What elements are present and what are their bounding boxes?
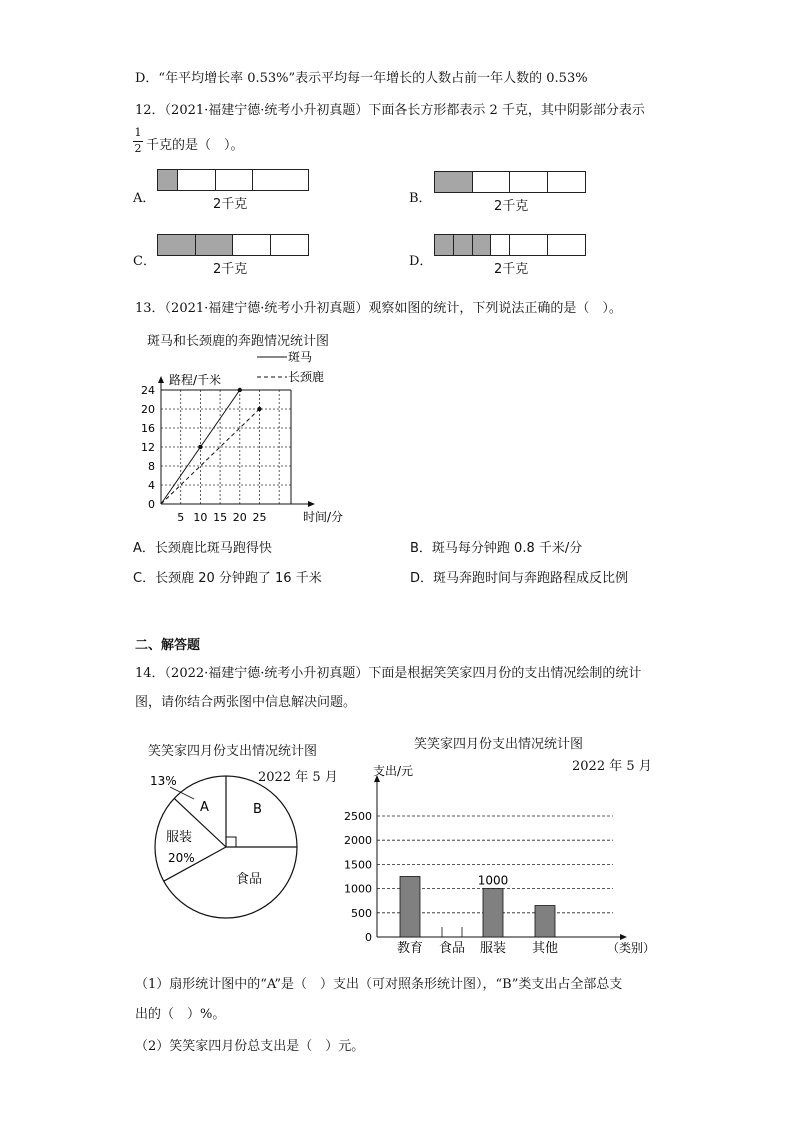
q13-stem: 13．（2021·福建宁德·统考小升初真题）观察如图的统计，下列说法正确的是（ ）。 (135, 301, 622, 316)
q12-stem-tail: 千克的是（ ）。 (146, 138, 244, 153)
data-point (238, 388, 242, 392)
y-tick-label: 24 (141, 384, 155, 397)
q13-chart-title: 斑马和长颈鹿的奔跑情况统计图 (147, 334, 330, 349)
q12-option-c-caption: 2千克 (213, 262, 248, 277)
q11-option-d: D．“年平均增长率 0.53%”表示平均每一年增长的人数占前一年人数的 0.53% (135, 71, 588, 86)
x-axis-label: （类别） (607, 941, 655, 955)
pie-label-a: A (200, 800, 209, 815)
pie-chart (140, 765, 310, 925)
y-axis-arrow (158, 376, 164, 383)
q12-option-a-rect[interactable] (157, 169, 309, 191)
bar-chart (335, 755, 655, 960)
x-category-label: 其他 (531, 941, 559, 956)
bar-data-label: 1000 (477, 873, 509, 888)
y-tick-label: 20 (141, 403, 155, 416)
pie-label-food: 食品 (236, 872, 263, 887)
x-tick-label: 15 (213, 511, 228, 524)
x-tick-label: 5 (177, 511, 185, 524)
q13-option-a[interactable]: A．长颈鹿比斑马跑得快 (133, 541, 272, 556)
q12-option-d-rect[interactable] (434, 234, 586, 256)
bar-0 (400, 877, 420, 938)
x-axis-arrow (308, 501, 315, 507)
q12-option-b-label[interactable]: B． (409, 191, 432, 206)
y-tick-label: 4 (148, 479, 155, 492)
pie-percent-a: 13% (150, 774, 177, 788)
q12-fraction-denominator: 2 (134, 142, 142, 155)
bar-2 (483, 889, 503, 937)
legend-zebra-label: 斑马 (288, 350, 313, 364)
y-tick-label: 1000 (344, 882, 372, 896)
data-point (257, 407, 261, 411)
q14-stem-line2: 图，请你结合两张图中信息解决问题。 (135, 695, 357, 710)
y-axis-label: 路程/千米 (169, 373, 222, 387)
x-category-label: 服装 (479, 941, 507, 956)
x-tick-label: 25 (252, 511, 267, 524)
q12-option-a-caption: 2千克 (213, 197, 248, 212)
pie-label-clothing: 服装 (166, 830, 193, 845)
q14-sub2: （2）笑笑家四月份总支出是（ ）元。 (135, 1039, 365, 1054)
q12-option-b-caption: 2千克 (494, 199, 529, 214)
x-tick-label: 20 (232, 511, 247, 524)
q14-sub1-line1: （1）扇形统计图中的“A”是（ ）支出（可对照条形统计图），“B”类支出占全部总支 (135, 977, 623, 992)
y-tick-label: 8 (148, 460, 155, 473)
x-axis-arrow (620, 934, 627, 940)
section-heading: 二、解答题 (135, 638, 201, 653)
x-tick-label: 10 (193, 511, 208, 524)
y-tick-label: 1500 (344, 858, 372, 872)
y-tick-label: 16 (141, 422, 155, 435)
y-tick-label: 2500 (344, 810, 372, 823)
bar-chart-date: 2022 年 5 月 (572, 759, 652, 774)
y-tick-label: 500 (351, 906, 372, 920)
x-axis-label: 时间/分 (303, 510, 344, 524)
bar-3 (535, 906, 555, 937)
x-category-label: 教育 (396, 941, 424, 956)
q12-stem: 12．（2021·福建宁德·统考小升初真题）下面各长方形都表示 2 千克，其中阴影部分表示 (135, 103, 645, 118)
q12-option-d-caption: 2千克 (494, 262, 529, 277)
y-tick-label: 2000 (344, 834, 372, 848)
q12-option-d-label[interactable]: D． (409, 254, 433, 269)
pie-chart-date: 2022 年 5 月 (258, 770, 338, 785)
y-tick-label: 0 (365, 931, 372, 944)
q14-stem-line1: 14．（2022·福建宁德·统考小升初真题）下面是根据笑笑家四月份的支出情况绘制的统计 (135, 666, 642, 681)
data-point (198, 445, 202, 449)
y-axis-label: 支出/元 (373, 764, 414, 778)
bar-chart-title: 笑笑家四月份支出情况统计图 (414, 737, 584, 752)
legend-giraffe-label: 长颈鹿 (288, 370, 325, 384)
line-chart (135, 345, 355, 525)
q14-sub1-line2: 出的（ ）%。 (135, 1007, 226, 1022)
q12-option-a-label[interactable]: A． (133, 191, 156, 206)
series-line-giraffe (161, 409, 259, 504)
q13-option-d[interactable]: D．斑马奔跑时间与奔跑路程成反比例 (410, 571, 629, 586)
q12-option-c-label[interactable]: C． (133, 254, 156, 269)
q12-option-b-rect[interactable] (434, 171, 586, 193)
q12-option-c-rect[interactable] (157, 234, 309, 256)
pie-chart-title: 笑笑家四月份支出情况统计图 (148, 744, 318, 759)
x-category-label: 食品 (438, 941, 466, 956)
q12-fraction-numerator: 1 (134, 126, 142, 139)
q13-option-c[interactable]: C．长颈鹿 20 分钟跑了 16 千米 (133, 571, 322, 586)
q13-option-b[interactable]: B．斑马每分钟跑 0.8 千米/分 (410, 541, 583, 556)
y-tick-label: 0 (148, 498, 155, 511)
pie-percent-clothing: 20% (168, 851, 195, 865)
pie-label-b: B (253, 802, 262, 817)
y-tick-label: 12 (141, 441, 155, 454)
